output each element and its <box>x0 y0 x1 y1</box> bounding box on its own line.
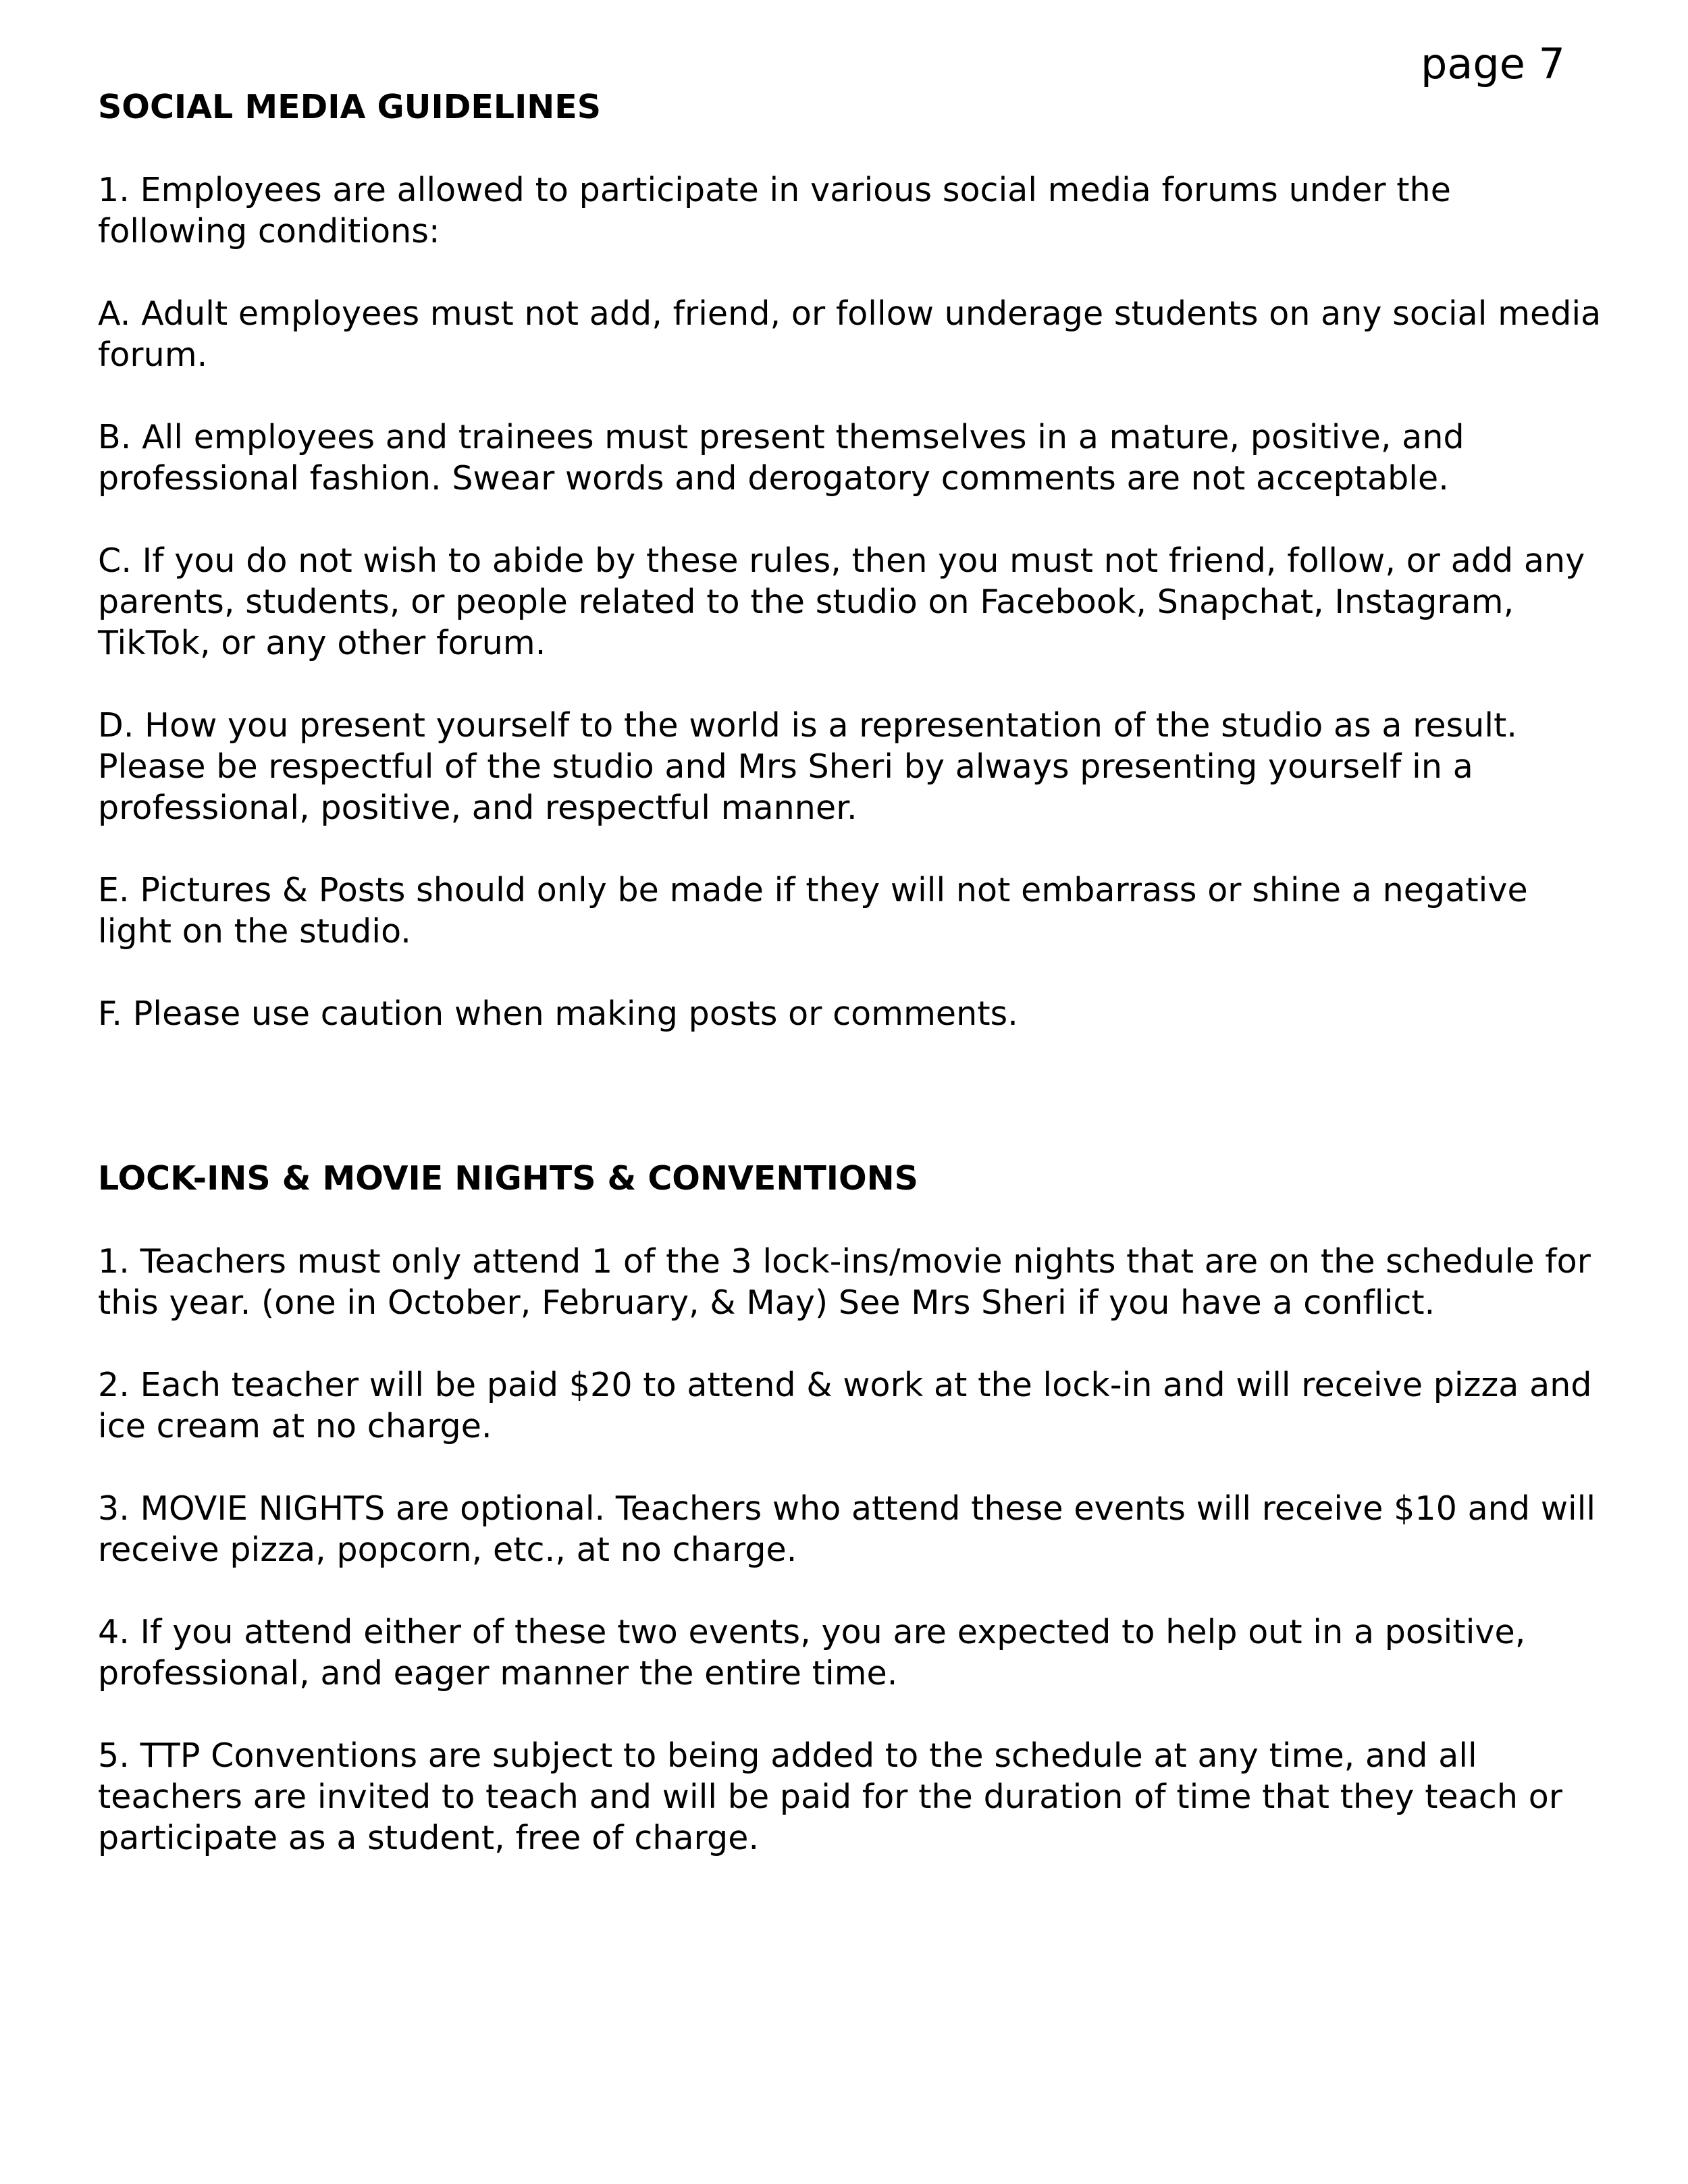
lock-ins-item-5: 5. TTP Conventions are subject to being added to the schedule at any time, and all teachers are invited to teach and will be paid for the duration of time that they teach or participate as a student, free of charge. <box>98 1736 1563 1857</box>
page-number: page 7 <box>1420 39 1565 88</box>
lock-ins-heading: LOCK-INS & MOVIE NIGHTS & CONVENTIONS <box>98 1159 918 1198</box>
lock-ins-item-2: 2. Each teacher will be paid $20 to attend & work at the lock-in and will receive pizza and ice cream at no charge. <box>98 1366 1592 1445</box>
social-media-item-e: E. Pictures & Posts should only be made if they will not embarrass or shine a negative light on the studio. <box>98 871 1528 951</box>
social-media-item-a: A. Adult employees must not add, friend, or follow underage students on any social media forum. <box>98 294 1602 374</box>
social-media-heading: SOCIAL MEDIA GUIDELINES <box>98 88 602 126</box>
document-body <box>98 86 1607 1859</box>
social-media-item-f: F. Please use caution when making posts or comments. <box>98 994 1018 1033</box>
lock-ins-item-4: 4. If you attend either of these two events, you are expected to help out in a positive, professional, and eager manner the entire time. <box>98 1613 1526 1693</box>
social-media-item-c: C. If you do not wish to abide by these rules, then you must not friend, follow, or add any parents, students, or people related to the studio on Facebook, Snapchat, Instagram, TikTok, or any other forum. <box>98 541 1585 662</box>
lock-ins-item-1: 1. Teachers must only attend 1 of the 3 lock-ins/movie nights that are on the schedule for this year. (one in October, February, & May) See Mrs Sheri if you have a conflict. <box>98 1242 1591 1322</box>
social-media-intro: 1. Employees are allowed to participate in various social media forums under the following conditions: <box>98 171 1451 250</box>
social-media-item-b: B. All employees and trainees must present themselves in a mature, positive, and professional fashion. Swear words and derogatory comments are not acceptable. <box>98 418 1465 498</box>
social-media-item-d: D. How you present yourself to the world is a representation of the studio as a result. Please be respectful of the studio and Mrs Sheri by always presenting yourself in a professional, positive, and respectful manner. <box>98 706 1518 827</box>
lock-ins-item-3: 3. MOVIE NIGHTS are optional. Teachers who attend these events will receive $10 and will receive pizza, popcorn, etc., at no charge. <box>98 1489 1596 1569</box>
